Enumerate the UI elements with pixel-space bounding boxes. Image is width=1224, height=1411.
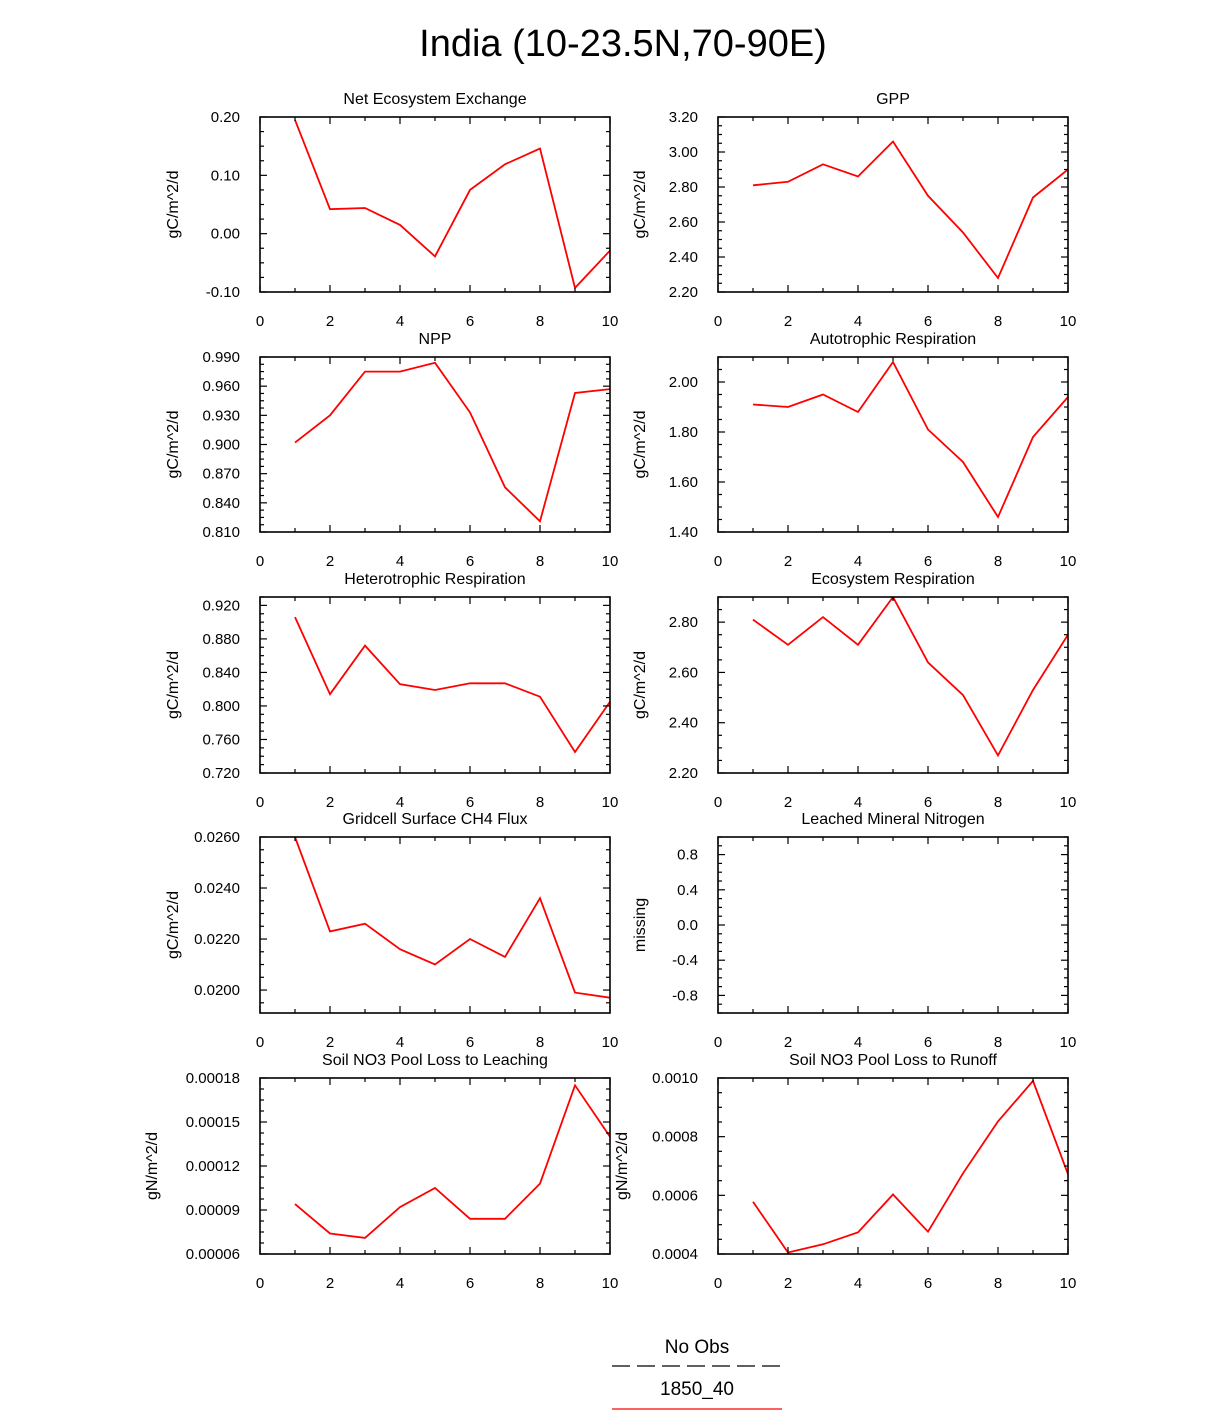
y-axis-label: gC/m^2/d [165,170,182,239]
x-tick-label: 10 [1059,794,1077,811]
x-tick-label: 10 [601,1034,619,1051]
y-tick-label: 0.0008 [652,1128,698,1146]
x-tick-label: 8 [993,794,1003,811]
y-tick-label: 0.20 [210,109,240,126]
chart-panel [632,571,1076,811]
y-tick-label: 3.00 [668,144,698,161]
x-tick-label: 0 [713,313,723,330]
y-tick-label: 0.810 [202,524,240,541]
y-axis-label: gC/m^2/d [165,410,182,479]
x-tick-label: 6 [923,1275,933,1292]
x-tick-label: 0 [713,1275,723,1292]
x-tick-label: 2 [783,553,793,570]
plot-frame [718,117,1068,292]
y-tick-label: 0.800 [202,697,240,715]
chart-panel [614,1052,1076,1292]
x-tick-label: 4 [395,313,405,330]
x-tick-label: 10 [601,794,619,811]
y-tick-label: 0.870 [202,465,240,483]
y-tick-label: 0.0 [677,917,698,934]
x-tick-label: 10 [1059,553,1077,570]
x-tick-label: 2 [783,313,793,330]
y-tick-label: 0.00006 [185,1246,240,1263]
y-tick-label: 0.4 [677,881,698,899]
y-tick-label: -0.10 [205,284,240,301]
y-axis-label: missing [632,897,649,953]
y-tick-label: 0.900 [202,436,240,454]
y-tick-label: 1.80 [668,424,698,441]
x-tick-label: 8 [993,553,1003,570]
x-tick-label: 8 [993,1275,1003,1292]
y-tick-label: 1.40 [668,524,698,541]
y-tick-label: 0.00018 [185,1070,240,1087]
x-tick-label: 6 [465,1034,475,1051]
plot-frame [718,597,1068,773]
x-tick-label: 0 [713,1034,723,1051]
y-tick-label: 0.720 [202,765,240,782]
x-tick-label: 4 [395,794,405,811]
x-tick-label: 10 [1059,1275,1077,1292]
chart-panel [144,1052,618,1292]
y-tick-label: 2.40 [668,714,698,732]
plot-frame [260,357,610,532]
chart-panel [632,331,1076,570]
y-axis-label: gC/m^2/d [632,170,649,239]
x-tick-label: 8 [535,794,545,811]
chart-panel [632,91,1076,330]
x-tick-label: 10 [601,553,619,570]
x-tick-label: 0 [713,794,723,811]
plot-frame [718,837,1068,1013]
y-tick-label: 2.20 [668,284,698,301]
x-tick-label: 8 [993,1034,1003,1051]
series-line [295,120,610,288]
x-tick-label: 10 [1059,313,1077,330]
y-tick-label: 0.0010 [652,1070,698,1087]
x-tick-label: 0 [255,1034,265,1051]
x-tick-label: 4 [853,553,863,570]
y-tick-label: 2.80 [668,614,698,632]
x-tick-label: 8 [993,313,1003,330]
y-tick-label: 2.60 [668,214,698,231]
y-tick-label: 0.00 [210,225,240,243]
y-tick-label: 3.20 [668,109,698,126]
y-tick-label: 0.920 [202,597,240,615]
plot-frame [260,117,610,292]
x-tick-label: 4 [853,1275,863,1292]
chart-panel [165,91,618,330]
y-tick-label: 0.840 [202,494,240,512]
y-axis-label: gC/m^2/d [165,651,182,719]
x-tick-label: 4 [853,313,863,330]
x-tick-label: 6 [465,1275,475,1292]
y-tick-label: 0.00015 [185,1114,240,1131]
y-tick-label: -0.4 [672,952,698,970]
x-tick-label: 4 [395,553,405,570]
y-axis-label: gC/m^2/d [165,891,182,959]
x-tick-label: 2 [325,794,335,811]
x-tick-label: 2 [783,1275,793,1292]
y-tick-label: 2.20 [668,765,698,782]
legend-model-label: 1850_40 [660,1379,734,1400]
y-tick-label: 0.8 [677,846,698,864]
figure-title: India (10-23.5N,70-90E) [419,23,827,65]
y-tick-label: 0.990 [202,349,240,366]
panel-title: Autotrophic Respiration [809,331,977,348]
panel-title: Net Ecosystem Exchange [343,91,527,108]
y-tick-label: 0.0200 [194,982,240,1000]
x-tick-label: 6 [465,794,475,811]
x-tick-label: 2 [325,1275,335,1292]
plot-frame [260,837,610,1013]
y-tick-label: 0.840 [202,664,240,682]
y-tick-label: 0.760 [202,731,240,749]
chart-panel [165,571,618,811]
y-tick-label: 0.880 [202,630,240,648]
series-line [753,142,1068,279]
y-tick-label: 2.60 [668,664,698,682]
panels [144,91,1076,1292]
y-tick-label: -0.8 [672,987,698,1005]
x-tick-label: 2 [325,553,335,570]
x-tick-label: 8 [535,553,545,570]
x-tick-label: 4 [853,1034,863,1051]
x-tick-label: 8 [535,1034,545,1051]
panel-title: Gridcell Surface CH4 Flux [342,811,528,828]
x-tick-label: 6 [923,313,933,330]
series-line [753,597,1068,755]
y-axis-label: gC/m^2/d [632,651,649,719]
y-tick-label: 2.00 [668,374,698,391]
x-tick-label: 4 [853,794,863,811]
x-tick-label: 6 [923,1034,933,1051]
legend [612,1337,782,1409]
y-tick-label: 0.0260 [194,829,240,846]
y-tick-label: 0.00009 [185,1202,240,1219]
series-line [295,363,610,522]
x-tick-label: 2 [325,313,335,330]
x-tick-label: 10 [601,1275,619,1292]
y-tick-label: 0.0004 [652,1246,698,1263]
y-tick-label: 0.0220 [194,931,240,949]
x-tick-label: 6 [923,794,933,811]
panel-title: Heterotrophic Respiration [344,571,526,588]
panel-title: Soil NO3 Pool Loss to Leaching [322,1052,548,1069]
panel-title: GPP [876,91,910,108]
y-tick-label: 2.40 [668,249,698,266]
x-tick-label: 2 [325,1034,335,1051]
y-tick-label: 0.00012 [185,1158,240,1175]
x-tick-label: 6 [465,553,475,570]
series-line [753,1081,1068,1253]
x-tick-label: 2 [783,794,793,811]
series-line [753,362,1068,517]
panel-title: NPP [418,331,452,348]
series-line [295,837,610,998]
panel-title: Leached Mineral Nitrogen [801,811,985,828]
x-tick-label: 8 [535,1275,545,1292]
x-tick-label: 2 [783,1034,793,1051]
chart-panel [632,811,1076,1051]
panel-title: Soil NO3 Pool Loss to Runoff [789,1052,997,1069]
chart-panel [165,331,618,570]
plot-frame [260,597,610,773]
y-tick-label: 0.960 [202,378,240,396]
y-tick-label: 1.60 [668,474,698,491]
x-tick-label: 10 [601,313,619,330]
y-axis-label: gN/m^2/d [144,1132,161,1200]
y-tick-label: 2.80 [668,179,698,196]
panel-title: Ecosystem Respiration [811,571,975,588]
chart-panel [165,811,618,1051]
legend-obs-label: No Obs [664,1337,730,1358]
y-tick-label: 0.0006 [652,1187,698,1205]
x-tick-label: 0 [255,313,265,330]
x-tick-label: 10 [1059,1034,1077,1051]
x-tick-label: 0 [713,553,723,570]
series-line [295,617,610,752]
x-tick-label: 8 [535,313,545,330]
y-tick-label: 0.10 [210,167,240,185]
x-tick-label: 4 [395,1275,405,1292]
x-tick-label: 4 [395,1034,405,1051]
x-tick-label: 0 [255,553,265,570]
x-tick-label: 0 [255,1275,265,1292]
y-tick-label: 0.930 [202,407,240,425]
x-tick-label: 6 [923,553,933,570]
series-line [295,1085,610,1238]
plot-frame [260,1078,610,1254]
y-axis-label: gN/m^2/d [614,1132,631,1200]
x-tick-label: 0 [255,794,265,811]
y-tick-label: 0.0240 [194,880,240,898]
y-axis-label: gC/m^2/d [632,410,649,479]
plot-frame [718,357,1068,532]
x-tick-label: 6 [465,313,475,330]
